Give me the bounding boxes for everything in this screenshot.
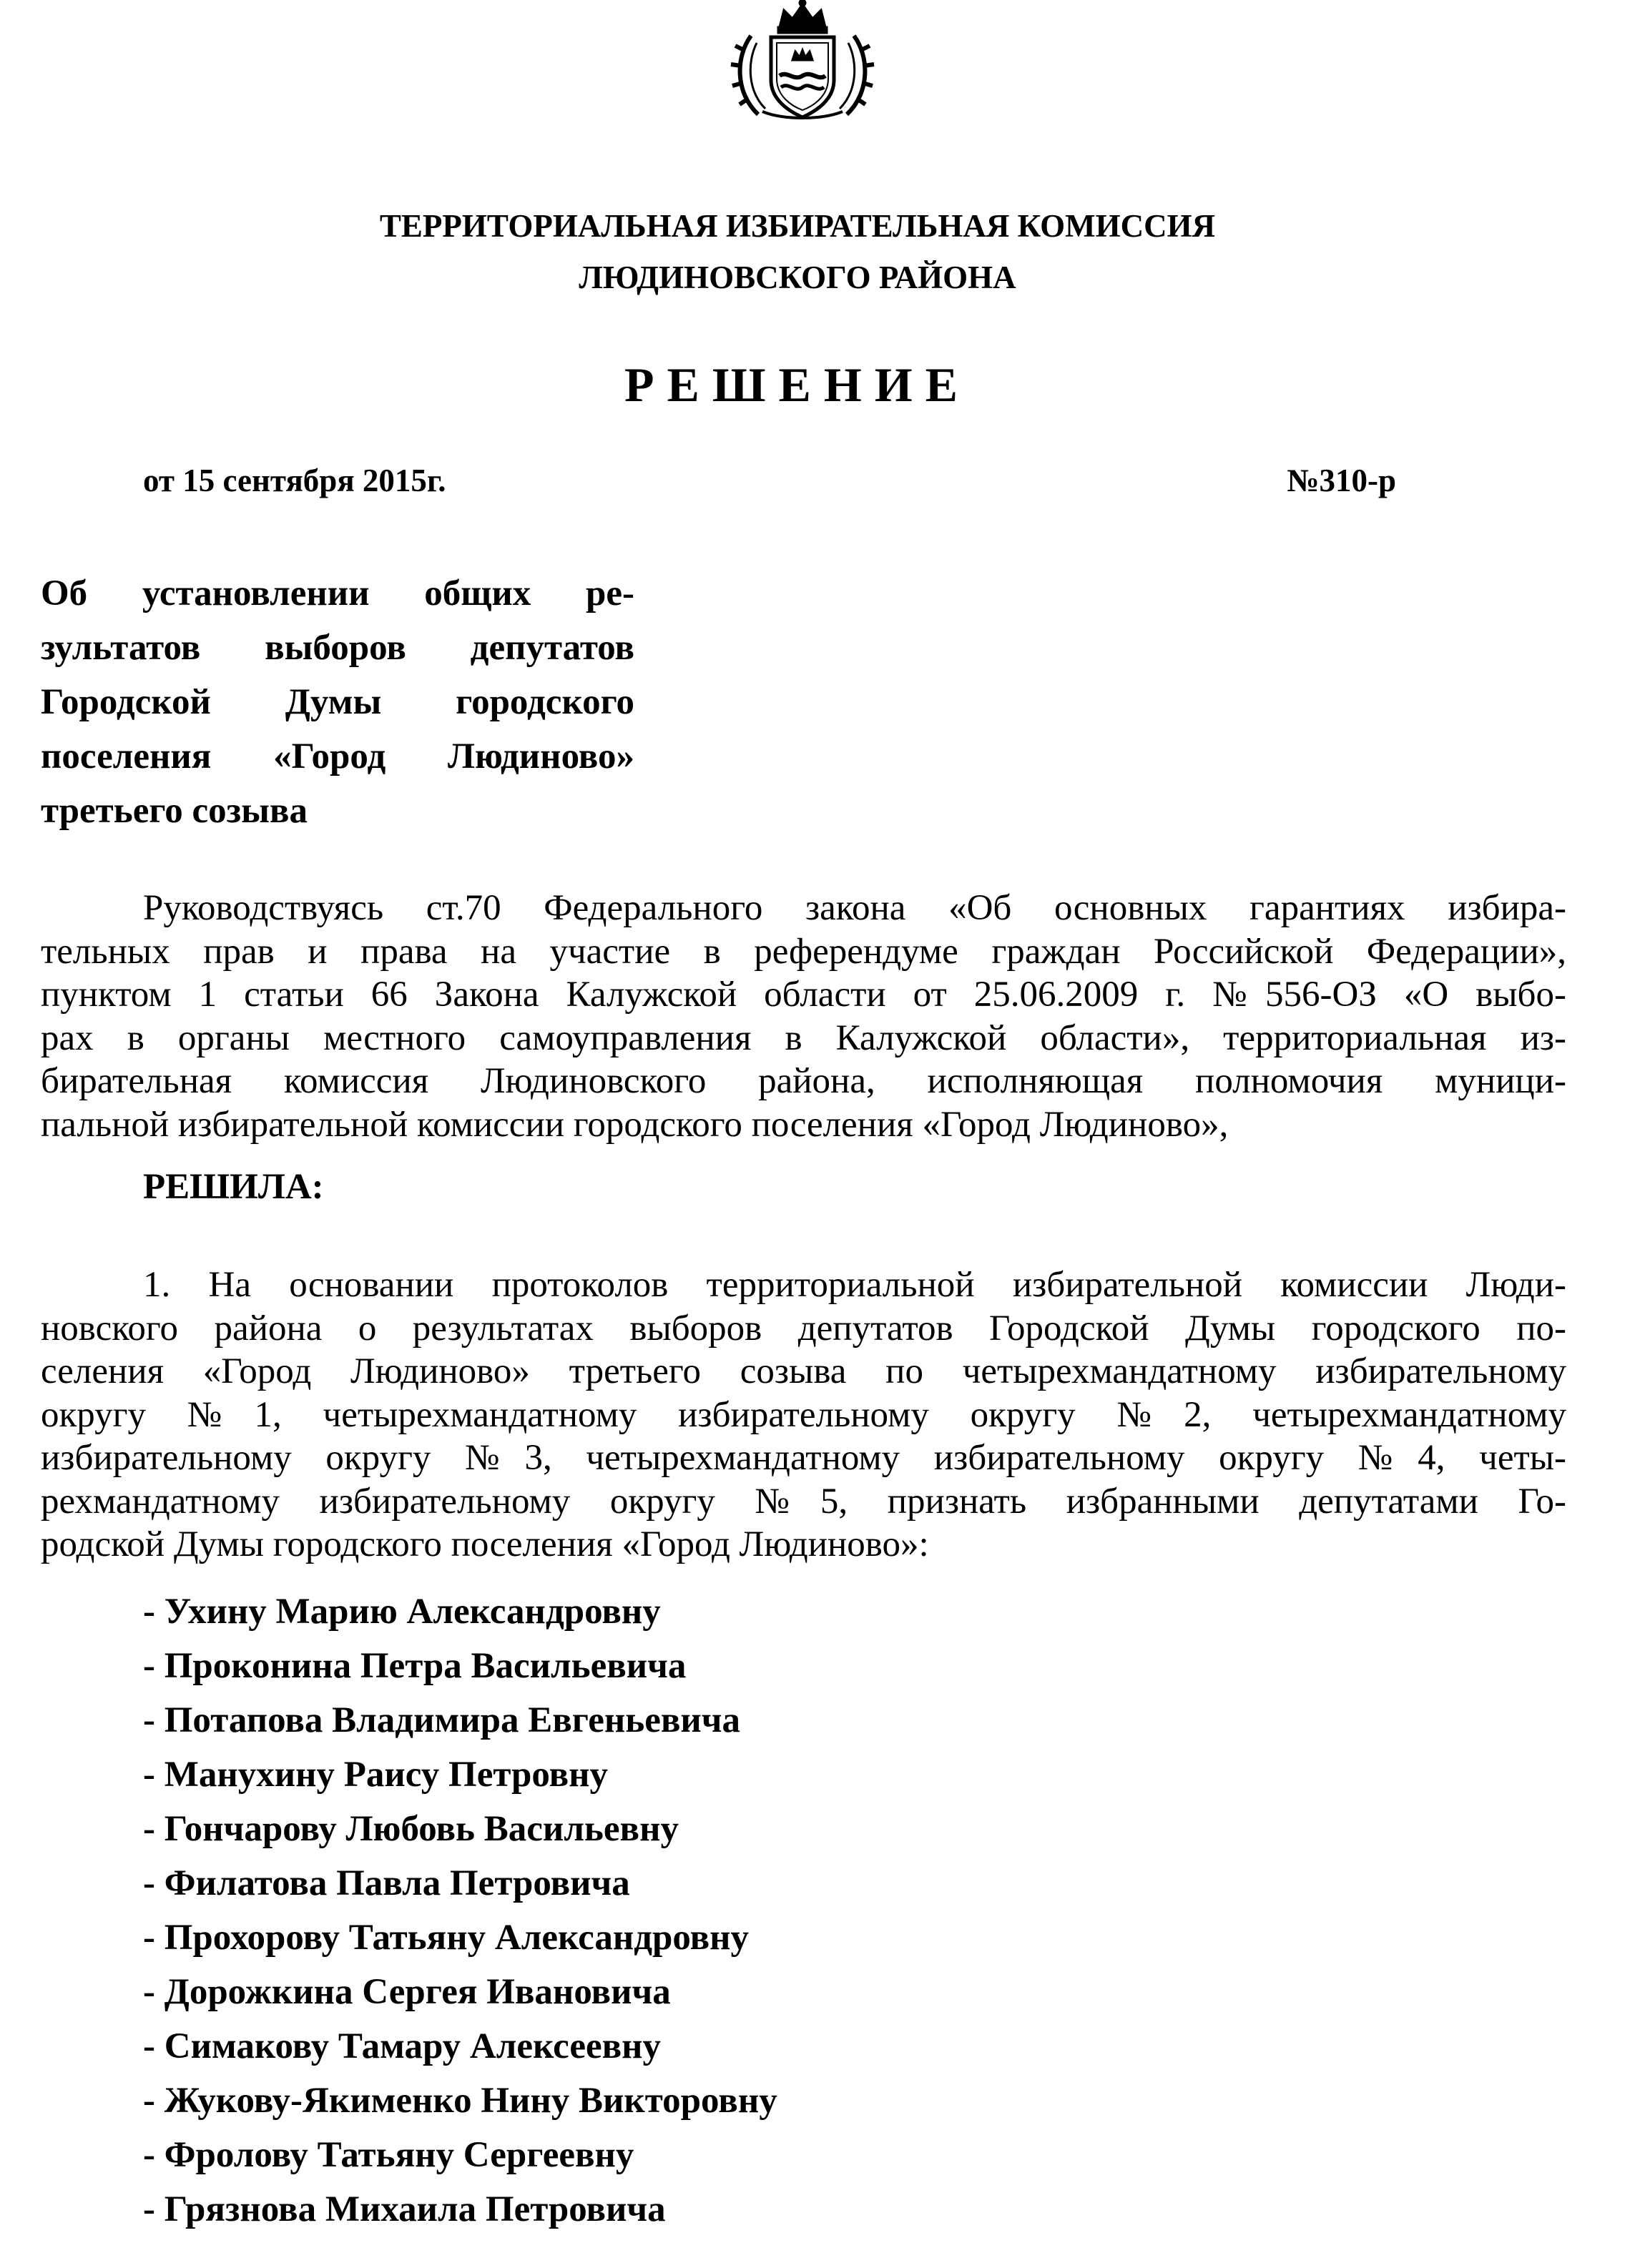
deputy-name: - Жукову-Якименко Нину Викторовну: [143, 2081, 777, 2121]
organization-name-line2: ЛЮДИНОВСКОГО РАЙОНА: [579, 260, 1016, 295]
organization-name-line1: ТЕРРИТОРИАЛЬНАЯ ИЗБИРАТЕЛЬНАЯ КОМИССИЯ: [379, 208, 1216, 244]
coat-of-arms-icon: [722, 0, 883, 122]
document-subject: [41, 566, 634, 838]
deputy-name: - Грязнова Михаила Петровича: [143, 2189, 666, 2229]
subject-line: зультатов выборов депутатов: [41, 628, 634, 668]
subject-line: поселения «Город Людиново»: [41, 736, 634, 776]
paragraph-line: новского района о результатах выборов депутатов Городской Думы городского по-: [41, 1308, 1566, 1349]
deputy-name: - Фролову Татьяну Сергеевну: [143, 2135, 634, 2175]
paragraph-line: бирательная комиссия Людиновского района, исполняющая полномочия муници-: [41, 1061, 1566, 1101]
paragraph-line: пунктом 1 статьи 66 Закона Калужской области от 25.06.2009 г. №556-ОЗ «О выбо-: [41, 975, 1566, 1015]
paragraph-line: рах в органы местного самоуправления в Калужской области», территориальная из-: [41, 1017, 1566, 1058]
resolved-heading: РЕШИЛА:: [143, 1167, 324, 1207]
document-date: от 15 сентября 2015г.: [143, 463, 446, 498]
paragraph-line: рехмандатному избирательному округу №5, признать избранными депутатами Го-: [41, 1481, 1566, 1522]
deputy-name: - Проконина Петра Васильевича: [143, 1646, 687, 1686]
paragraph-line: тельных прав и права на участие в референдуме граждан Российской Федерации»,: [41, 931, 1566, 972]
deputy-name: - Гончарову Любовь Васильевну: [143, 1809, 679, 1849]
deputy-name: - Потапова Владимира Евгеньевича: [143, 1700, 741, 1740]
deputy-name: - Манухину Раису Петровну: [143, 1755, 609, 1795]
paragraph-line: селения «Город Людиново» третьего созыва по четырехмандатному избирательному: [41, 1351, 1566, 1391]
paragraph-line: избирательному округу №3, четырехмандатному избирательному округу №4, четы-: [41, 1438, 1566, 1478]
deputy-name: - Прохорову Татьяну Александровну: [143, 1918, 750, 1958]
deputy-name: - Дорожкина Сергея Ивановича: [143, 1972, 671, 2012]
subject-line: третьего созыва: [41, 791, 308, 831]
document-number: №310-р: [1287, 463, 1396, 498]
deputy-name: - Филатова Павла Петровича: [143, 1863, 630, 1903]
preamble-paragraph: [41, 887, 1566, 1146]
paragraph-line: родской Думы городского поселения «Город Людиново»:: [41, 1524, 929, 1564]
subject-line: Городской Думы городского: [41, 682, 634, 722]
document-title: РЕШЕНИЕ: [624, 358, 971, 412]
paragraph-line: 1. На основании протоколов территориальной избирательной комиссии Люди-: [143, 1265, 1566, 1305]
paragraph-line: Руководствуясь ст.70 Федерального закона «Об основных гарантиях избира-: [143, 888, 1566, 928]
deputy-name: - Ухину Марию Александровну: [143, 1592, 661, 1632]
deputy-name: - Симакову Тамару Алексеевну: [143, 2026, 662, 2066]
paragraph-line: округу №1, четырехмандатному избирательному округу №2, четырехмандатному: [41, 1394, 1566, 1435]
item-1-paragraph: [41, 1263, 1566, 1567]
paragraph-line: пальной избирательной комиссии городского поселения «Город Людиново»,: [41, 1104, 1229, 1145]
elected-deputies-list: [143, 1584, 777, 2237]
subject-line: Об установлении общих ре-: [41, 573, 634, 613]
